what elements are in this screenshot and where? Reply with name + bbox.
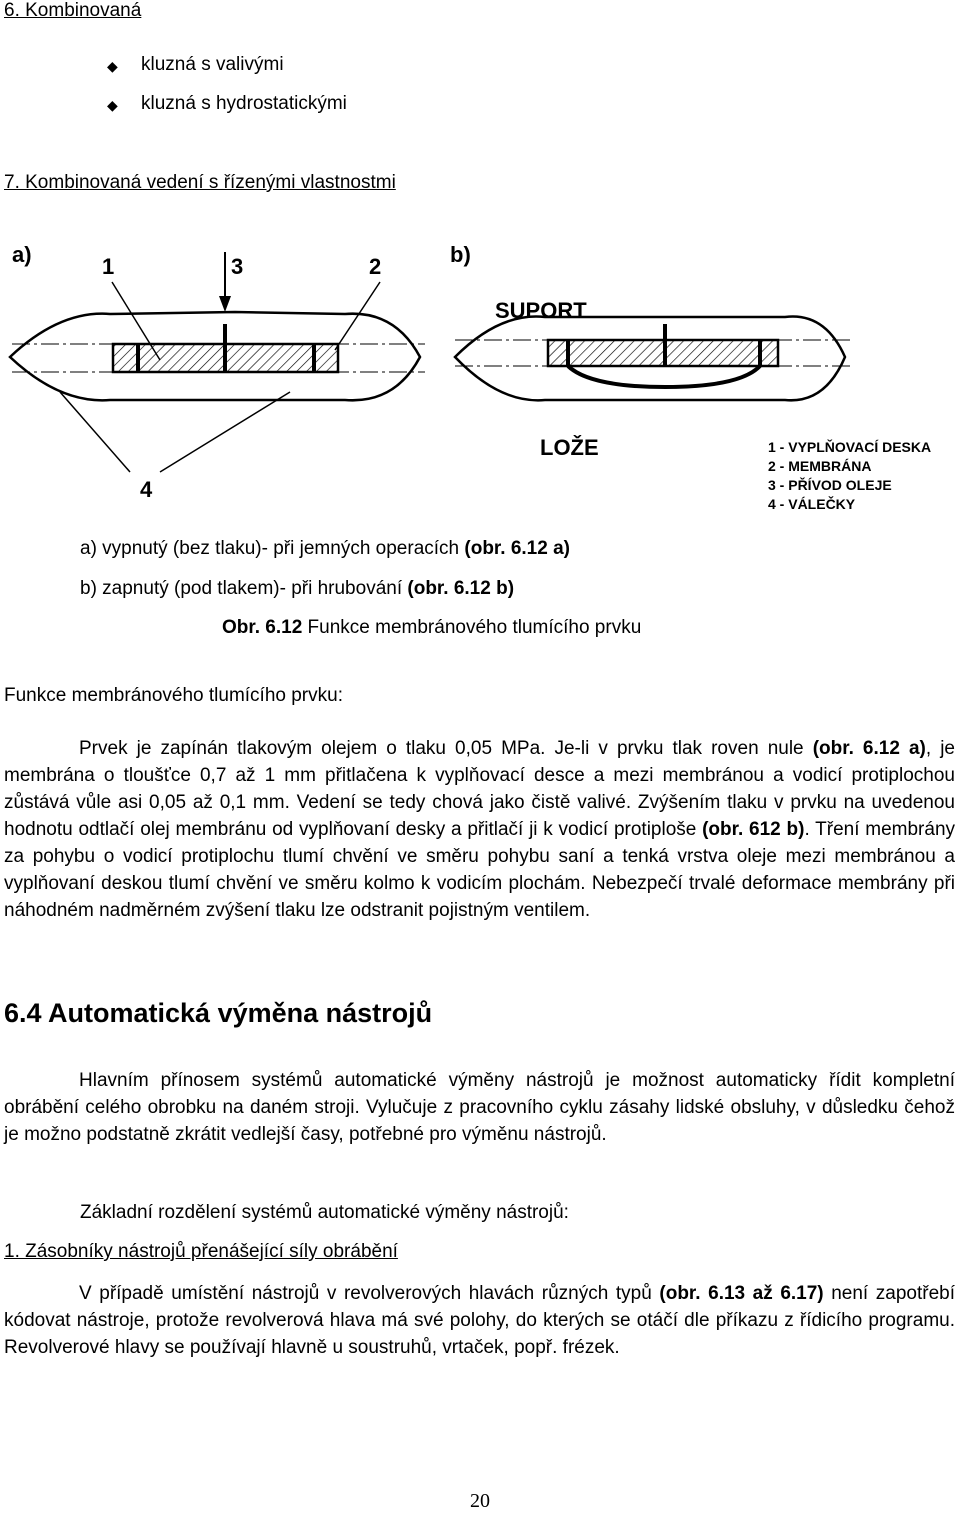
callout-3-label: 3 xyxy=(231,254,244,279)
section-6-title: 6. Kombinovaná xyxy=(4,0,142,21)
loze-label: LOŽE xyxy=(540,435,599,460)
diamond-bullet-icon: ◆ xyxy=(107,97,118,113)
membrane-deflected xyxy=(568,366,760,387)
figure-caption: Obr. 6.12 Funkce membránového tlumícího prvku xyxy=(222,617,642,638)
section-6-4-title: 6.4 Automatická výměna nástrojů xyxy=(4,998,433,1028)
callout-1-label: 1 xyxy=(102,254,115,279)
caption-line-b-ref: (obr. 6.12 b) xyxy=(407,578,515,599)
callout-2-label: 2 xyxy=(369,254,382,279)
page-number: 20 xyxy=(470,1490,490,1512)
paragraph-tool-change-benefit: Hlavním přínosem systémů automatické výměny nástrojů je možnost automaticky řídit kompletní obrábění celého obrobku na daném stroji. Vylučuje z pracovního cyklu zásahy lidské obsluhy, v důsledku čehož je možno podstatně zkrátit vedlejší časy, potřebné pro výměnu nástrojů. xyxy=(4,1070,955,1145)
bullet-item-1: kluzná s valivými xyxy=(141,54,284,75)
figure-a xyxy=(10,242,425,502)
caption-line-a: a) vypnutý (bez tlaku)- při jemných operacích (obr. 6.12 a) xyxy=(80,538,570,559)
membrane-damper-figure xyxy=(0,232,960,524)
figure-b-label: b) xyxy=(450,242,471,267)
figure-b xyxy=(450,242,850,460)
function-heading: Funkce membránového tlumícího prvku: xyxy=(4,685,343,706)
suport-label: SUPORT xyxy=(495,298,587,323)
paragraph-revolver-heads: V případě umístění nástrojů v revolverových hlavách různých typů (obr. 6.13 až 6.17) není zapotřebí kódovat nástroje, protože revolverová hlava má své polohy, do kterých se otáčí dle příkazu z řídicího programu. Revolverové hlavy se používají hlavně u soustruhů, vrtaček, popř. frézek. xyxy=(4,1283,955,1358)
bullet-item-2: kluzná s hydrostatickými xyxy=(141,93,347,114)
legend-item-1: 1 - VYPLŇOVACÍ DESKA xyxy=(768,439,932,455)
oil-inlet-arrow-icon xyxy=(219,296,231,312)
section-7-title: 7. Kombinovaná vedení s řízenými vlastnostmi xyxy=(4,172,396,193)
legend-item-4: 4 - VÁLEČKY xyxy=(768,496,856,512)
callout-4-label: 4 xyxy=(140,477,153,502)
caption-line-b: b) zapnutý (pod tlakem)- při hrubování (obr. 6.12 b) xyxy=(80,578,515,599)
figure-a-label: a) xyxy=(12,242,32,267)
caption-line-a-ref: (obr. 6.12 a) xyxy=(464,538,570,559)
figure-legend xyxy=(768,438,931,512)
figure-caption-ref: Obr. 6.12 xyxy=(222,617,303,638)
legend-item-3: 3 - PŘÍVOD OLEJE xyxy=(768,477,892,493)
division-heading: Základní rozdělení systémů automatické výměny nástrojů: xyxy=(80,1202,569,1223)
diamond-bullet-icon: ◆ xyxy=(107,58,118,74)
paragraph-membrane-function: Prvek je zapínán tlakovým olejem o tlaku 0,05 MPa. Je-li v prvku tlak roven nule (obr. 6.12 a), je membrána o tloušťce 0,7 až 1 mm přitlačena k vyplňovací desce a mezi membránou a vodicí protiplochou zůstává vůle asi 0,05 až 0,1 mm. Vedení se tedy chová jako čistě valivé. Zvýšením tlaku v prvku na uvedenou hodnotu odtlačí olej membránu od vyplňovaní desky a přitlačí ji k vodicí protiploše (obr. 612 b). Tření membrány za pohybu o vodicí protiplochu tlumí chvění ve směru pohybu saní a tenká vrstva oleje mezi membránou a vyplňovaní deskou tlumí chvění ve směru kolmo k vodicím plochám. Nebezpečí trvalé deformace membrány při náhodném nadměrném zvýšení tlaku lze odstranit pojistným ventilem. xyxy=(4,738,956,921)
legend-item-2: 2 - MEMBRÁNA xyxy=(768,458,872,474)
subsection-1-title: 1. Zásobníky nástrojů přenášející síly obrábění xyxy=(4,1241,398,1262)
